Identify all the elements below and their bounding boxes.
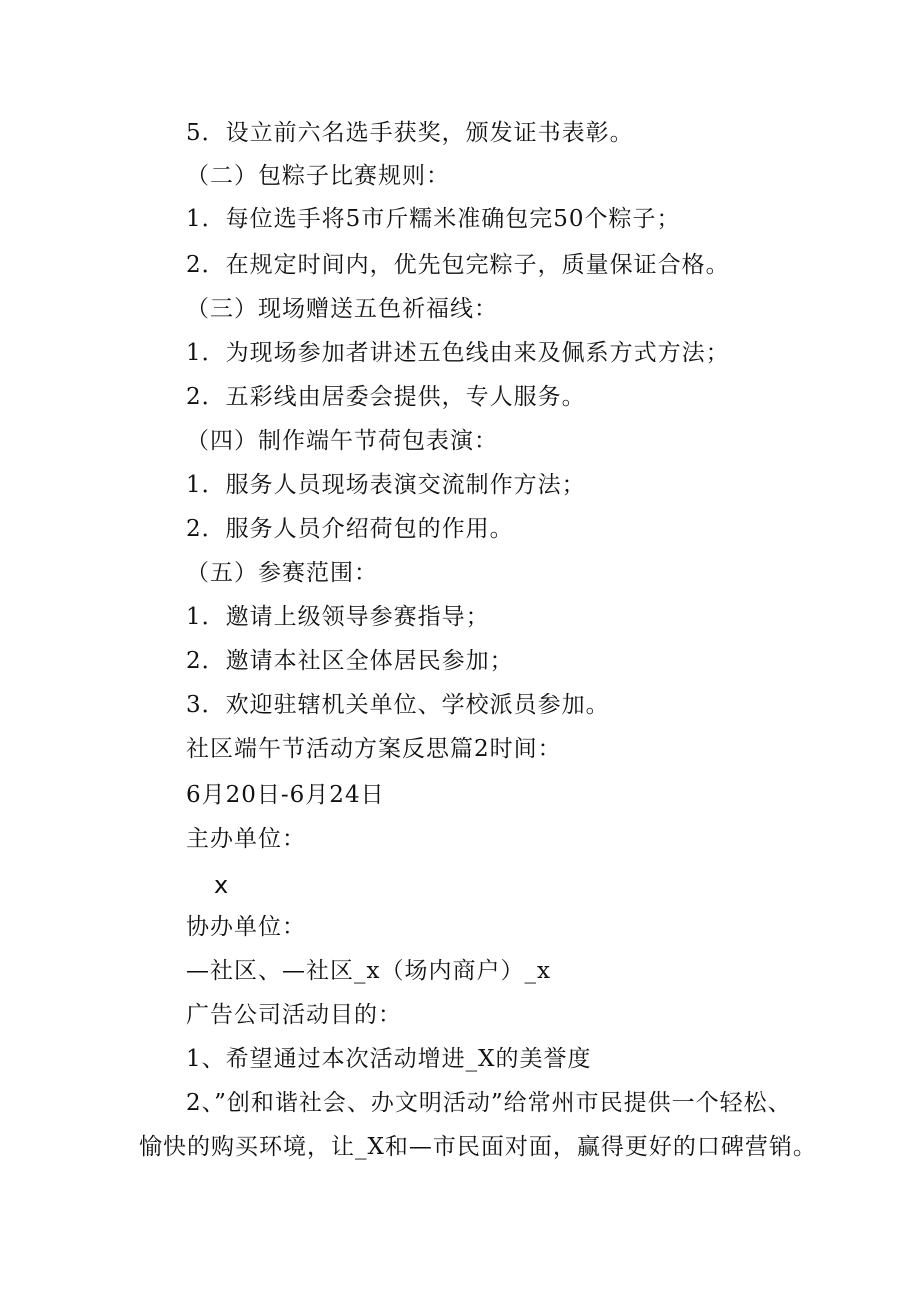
participant-item-2: 2．邀请本社区全体居民参加； [186, 648, 514, 674]
zongzi-rule-2: 2．在规定时间内，优先包完粽子，质量保证合格。 [186, 252, 730, 278]
section-heading-sachet-show: （四）制作端午节荷包表演： [186, 428, 498, 454]
host-value: x [214, 871, 230, 899]
participant-item-1: 1．邀请上级领导参赛指导； [186, 604, 490, 630]
purpose-item-2-line-1: 2、”创和谐社会、办文明活动”给常州市民提供一个轻松、 [186, 1090, 792, 1116]
award-rule-line: 5．设立前六名选手获奖，颁发证书表彰。 [186, 120, 634, 146]
purpose-label: 广告公司活动目的： [186, 1002, 402, 1028]
section-heading-participants: （五）参赛范围： [186, 560, 378, 586]
sachet-item-1: 1．服务人员现场表演交流制作方法； [186, 472, 586, 498]
sachet-item-2: 2．服务人员介绍荷包的作用。 [186, 516, 514, 542]
section-heading-five-color-thread: （三）现场赠送五色祈福线： [186, 296, 498, 322]
section-heading-zongzi-rules: （二）包粽子比赛规则： [186, 163, 450, 189]
event-date-range: 6月20日-6月24日 [186, 782, 385, 808]
co-host-value: —社区、—社区_x（场内商户）_x [186, 958, 551, 984]
thread-item-1: 1．为现场参加者讲述五色线由来及佩系方式方法； [186, 340, 730, 366]
zongzi-rule-1: 1．每位选手将5市斤糯米准确包完50个粽子； [186, 206, 681, 232]
thread-item-2: 2．五彩线由居委会提供，专人服务。 [186, 384, 586, 410]
co-host-label: 协办单位： [186, 914, 306, 940]
participant-item-3: 3．欢迎驻辖机关单位、学校派员参加。 [186, 692, 610, 718]
host-label: 主办单位： [186, 826, 306, 852]
section-title-plan-2-time: 社区端午节活动方案反思篇2时间： [186, 736, 562, 762]
purpose-item-2-line-2: 愉快的购买环境，让_X和—市民面对面，赢得更好的口碑营销。 [139, 1134, 817, 1160]
purpose-item-1: 1、希望通过本次活动增进_X的美誉度 [186, 1046, 592, 1072]
